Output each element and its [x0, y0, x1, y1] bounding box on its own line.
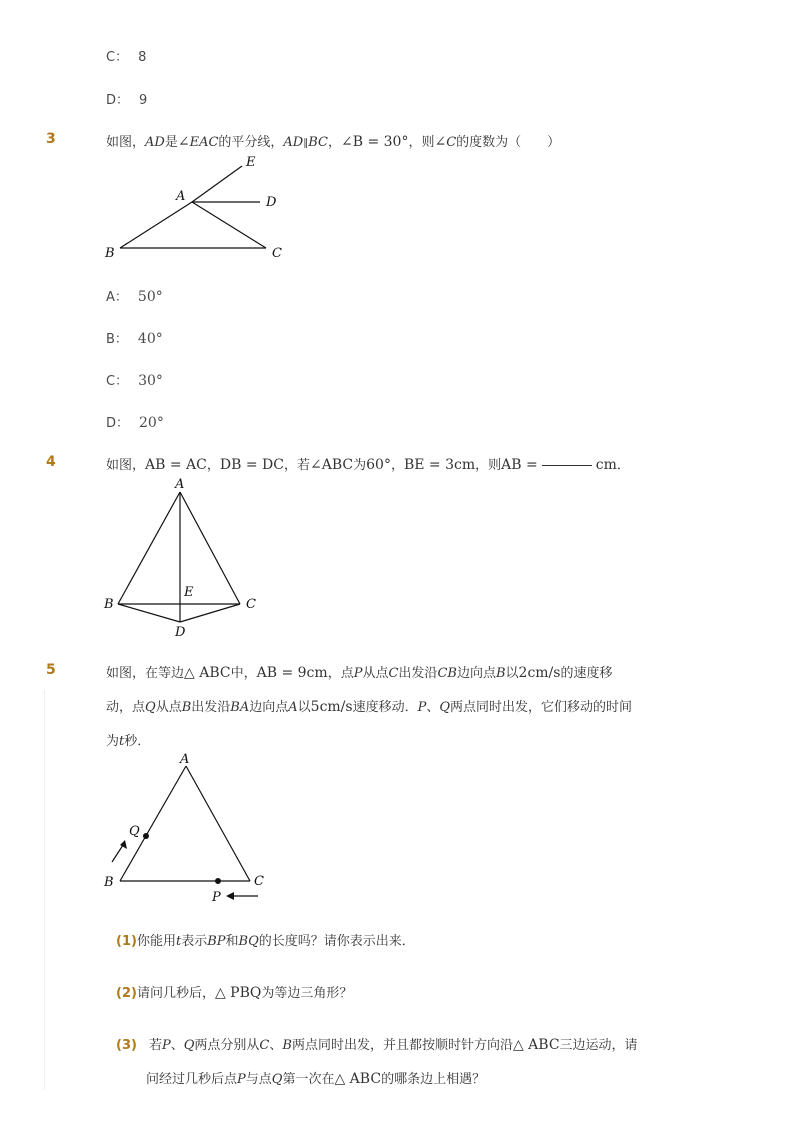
text: 出发沿 — [191, 700, 231, 715]
subquestion-3 — [116, 1034, 638, 1053]
text: 两点分别从 — [194, 1038, 260, 1053]
label-d: D — [175, 625, 186, 640]
text: 以 — [505, 666, 519, 681]
math: t — [175, 934, 182, 949]
subquestion-3-line-2 — [146, 1068, 485, 1087]
math: ∠ — [434, 134, 447, 150]
figure-q4 — [100, 474, 270, 644]
math: C — [446, 135, 457, 150]
text: 如图， — [106, 135, 146, 150]
text: 为 — [106, 734, 120, 749]
math: AD — [145, 135, 165, 150]
label-p: P — [212, 890, 221, 905]
math: Q — [439, 700, 451, 715]
question-5-line-2 — [106, 696, 632, 715]
answer-blank[interactable] — [542, 465, 592, 466]
math: AB = 9cm — [256, 665, 328, 681]
math: P — [353, 666, 363, 681]
option-value: 20° — [139, 415, 164, 431]
label-a: A — [176, 189, 186, 204]
math: △ ABC — [512, 1037, 560, 1053]
option-label: A： — [106, 290, 128, 305]
math: EAC — [189, 135, 219, 150]
text: 两点同时出发，并且都按顺时针方向沿 — [291, 1038, 513, 1053]
text: 边向点 — [249, 700, 289, 715]
text: 的平分线， — [218, 135, 284, 150]
subquestion-number: (1) — [116, 934, 137, 949]
divider — [44, 690, 45, 1090]
subquestion-number: (2) — [116, 986, 137, 1001]
math: A — [288, 700, 298, 715]
question-number-4: 4 — [46, 454, 56, 470]
math: 2cm/s — [518, 665, 561, 681]
text: 动，点 — [106, 700, 146, 715]
math: BC — [308, 135, 328, 150]
text: 是 — [164, 135, 178, 150]
text: 与点 — [245, 1072, 272, 1087]
math: BQ — [238, 934, 259, 949]
label-c: C — [272, 246, 282, 261]
question-4-text — [106, 454, 630, 473]
text: 从点 — [155, 700, 182, 715]
option-c-prev[interactable] — [106, 46, 146, 65]
math: t — [119, 734, 125, 749]
option-d[interactable] — [106, 412, 164, 431]
text: ∥ — [303, 138, 309, 149]
label-q: Q — [129, 824, 140, 839]
label-c: C — [254, 874, 264, 889]
text: 你能用 — [136, 934, 176, 949]
option-d-prev[interactable] — [106, 89, 147, 108]
question-5-line-3 — [106, 730, 150, 749]
option-label: D： — [106, 416, 130, 431]
label-b: B — [104, 875, 114, 890]
figure-q3 — [100, 152, 300, 264]
math: 60° — [366, 457, 391, 473]
math: CB — [437, 666, 457, 681]
text: 秒． — [124, 734, 151, 749]
option-value: 8 — [138, 50, 147, 65]
text: ，点 — [327, 666, 354, 681]
math: C — [259, 1038, 270, 1053]
math: P — [237, 1072, 246, 1087]
text: 如图， — [106, 458, 146, 473]
text: 若 — [148, 1038, 162, 1053]
question-number-5: 5 — [46, 662, 56, 678]
text: 的度数为（ ） — [456, 135, 561, 150]
label-a: A — [180, 752, 190, 767]
text: 的哪条边上相遇？ — [381, 1072, 486, 1087]
question-3-text — [106, 131, 560, 150]
label-a: A — [175, 477, 185, 492]
subquestion-2 — [116, 982, 352, 1001]
math: BP — [207, 934, 226, 949]
math: ∠B = 30° — [341, 134, 409, 150]
subquestion-1 — [116, 930, 415, 949]
math: B — [181, 700, 192, 715]
text: 请问几秒后， — [136, 986, 215, 1001]
option-value: 50° — [137, 289, 163, 305]
text: ， — [327, 135, 341, 150]
math: Q — [183, 1038, 195, 1053]
math: ∠ — [177, 134, 190, 150]
math: BE = 3cm — [403, 457, 476, 473]
math: DB = DC — [219, 457, 284, 473]
option-value: 9 — [139, 93, 148, 108]
math: B — [495, 666, 506, 681]
text: 中， — [230, 666, 257, 681]
math: BA — [230, 700, 250, 715]
label-d: D — [266, 195, 277, 210]
text: 第一次在 — [282, 1072, 335, 1087]
text: 的长度吗？请你表示出来． — [258, 934, 415, 949]
question-5-line-1 — [106, 662, 612, 681]
text: ，则 — [475, 458, 502, 473]
math: AD — [283, 135, 304, 150]
math: cm — [595, 457, 617, 473]
text: 、 — [269, 1038, 283, 1053]
text: 出发沿 — [398, 666, 438, 681]
text: ， — [206, 458, 220, 473]
option-value: 30° — [138, 373, 163, 389]
math: △ PBQ — [214, 985, 262, 1001]
label-b: B — [105, 246, 115, 261]
option-a[interactable] — [106, 286, 163, 305]
subquestion-number: (3) — [116, 1038, 137, 1053]
text: 三边运动，请 — [559, 1038, 638, 1053]
math: Q — [145, 700, 156, 715]
text: 和 — [225, 934, 239, 949]
text: 的速度移 — [560, 666, 613, 681]
text: 、 — [426, 700, 440, 715]
math: 5cm/s — [310, 699, 353, 715]
figure-q5 — [100, 752, 280, 908]
label-c: C — [246, 597, 256, 612]
label-e: E — [184, 585, 194, 600]
option-label: C： — [106, 50, 129, 65]
text: 边向点 — [456, 666, 496, 681]
math: B — [282, 1038, 292, 1053]
math: Q — [271, 1072, 283, 1087]
text: 如图，在等边 — [106, 666, 185, 681]
text: 两点同时出发，它们移动的时间 — [450, 700, 633, 715]
text: 表示 — [181, 934, 208, 949]
math: P — [417, 700, 427, 715]
text: ， — [390, 458, 404, 473]
text: 、 — [170, 1038, 184, 1053]
label-b: B — [104, 597, 114, 612]
option-label: D： — [106, 93, 130, 108]
math: △ ABC — [184, 665, 231, 681]
option-b[interactable] — [106, 328, 163, 347]
text: 从点 — [362, 666, 389, 681]
text: ． — [616, 458, 630, 473]
text: ，若 — [283, 458, 310, 473]
text: 以 — [297, 700, 311, 715]
math: ∠ABC — [310, 457, 354, 473]
option-label: C： — [106, 374, 129, 389]
text: 速度移动． — [352, 700, 418, 715]
math: △ ABC — [334, 1071, 382, 1087]
math: P — [161, 1038, 171, 1053]
option-c[interactable] — [106, 370, 163, 389]
text: ，则 — [408, 135, 435, 150]
text: 为等边三角形？ — [261, 986, 353, 1001]
math: C — [388, 666, 399, 681]
option-label: B： — [106, 332, 128, 347]
text: 问经过几秒后点 — [146, 1072, 238, 1087]
question-number-3: 3 — [46, 131, 56, 147]
option-value: 40° — [137, 331, 163, 347]
label-e: E — [246, 155, 256, 170]
math: AB = — [501, 457, 538, 473]
math: AB = AC — [145, 457, 207, 473]
text: 为 — [353, 458, 367, 473]
